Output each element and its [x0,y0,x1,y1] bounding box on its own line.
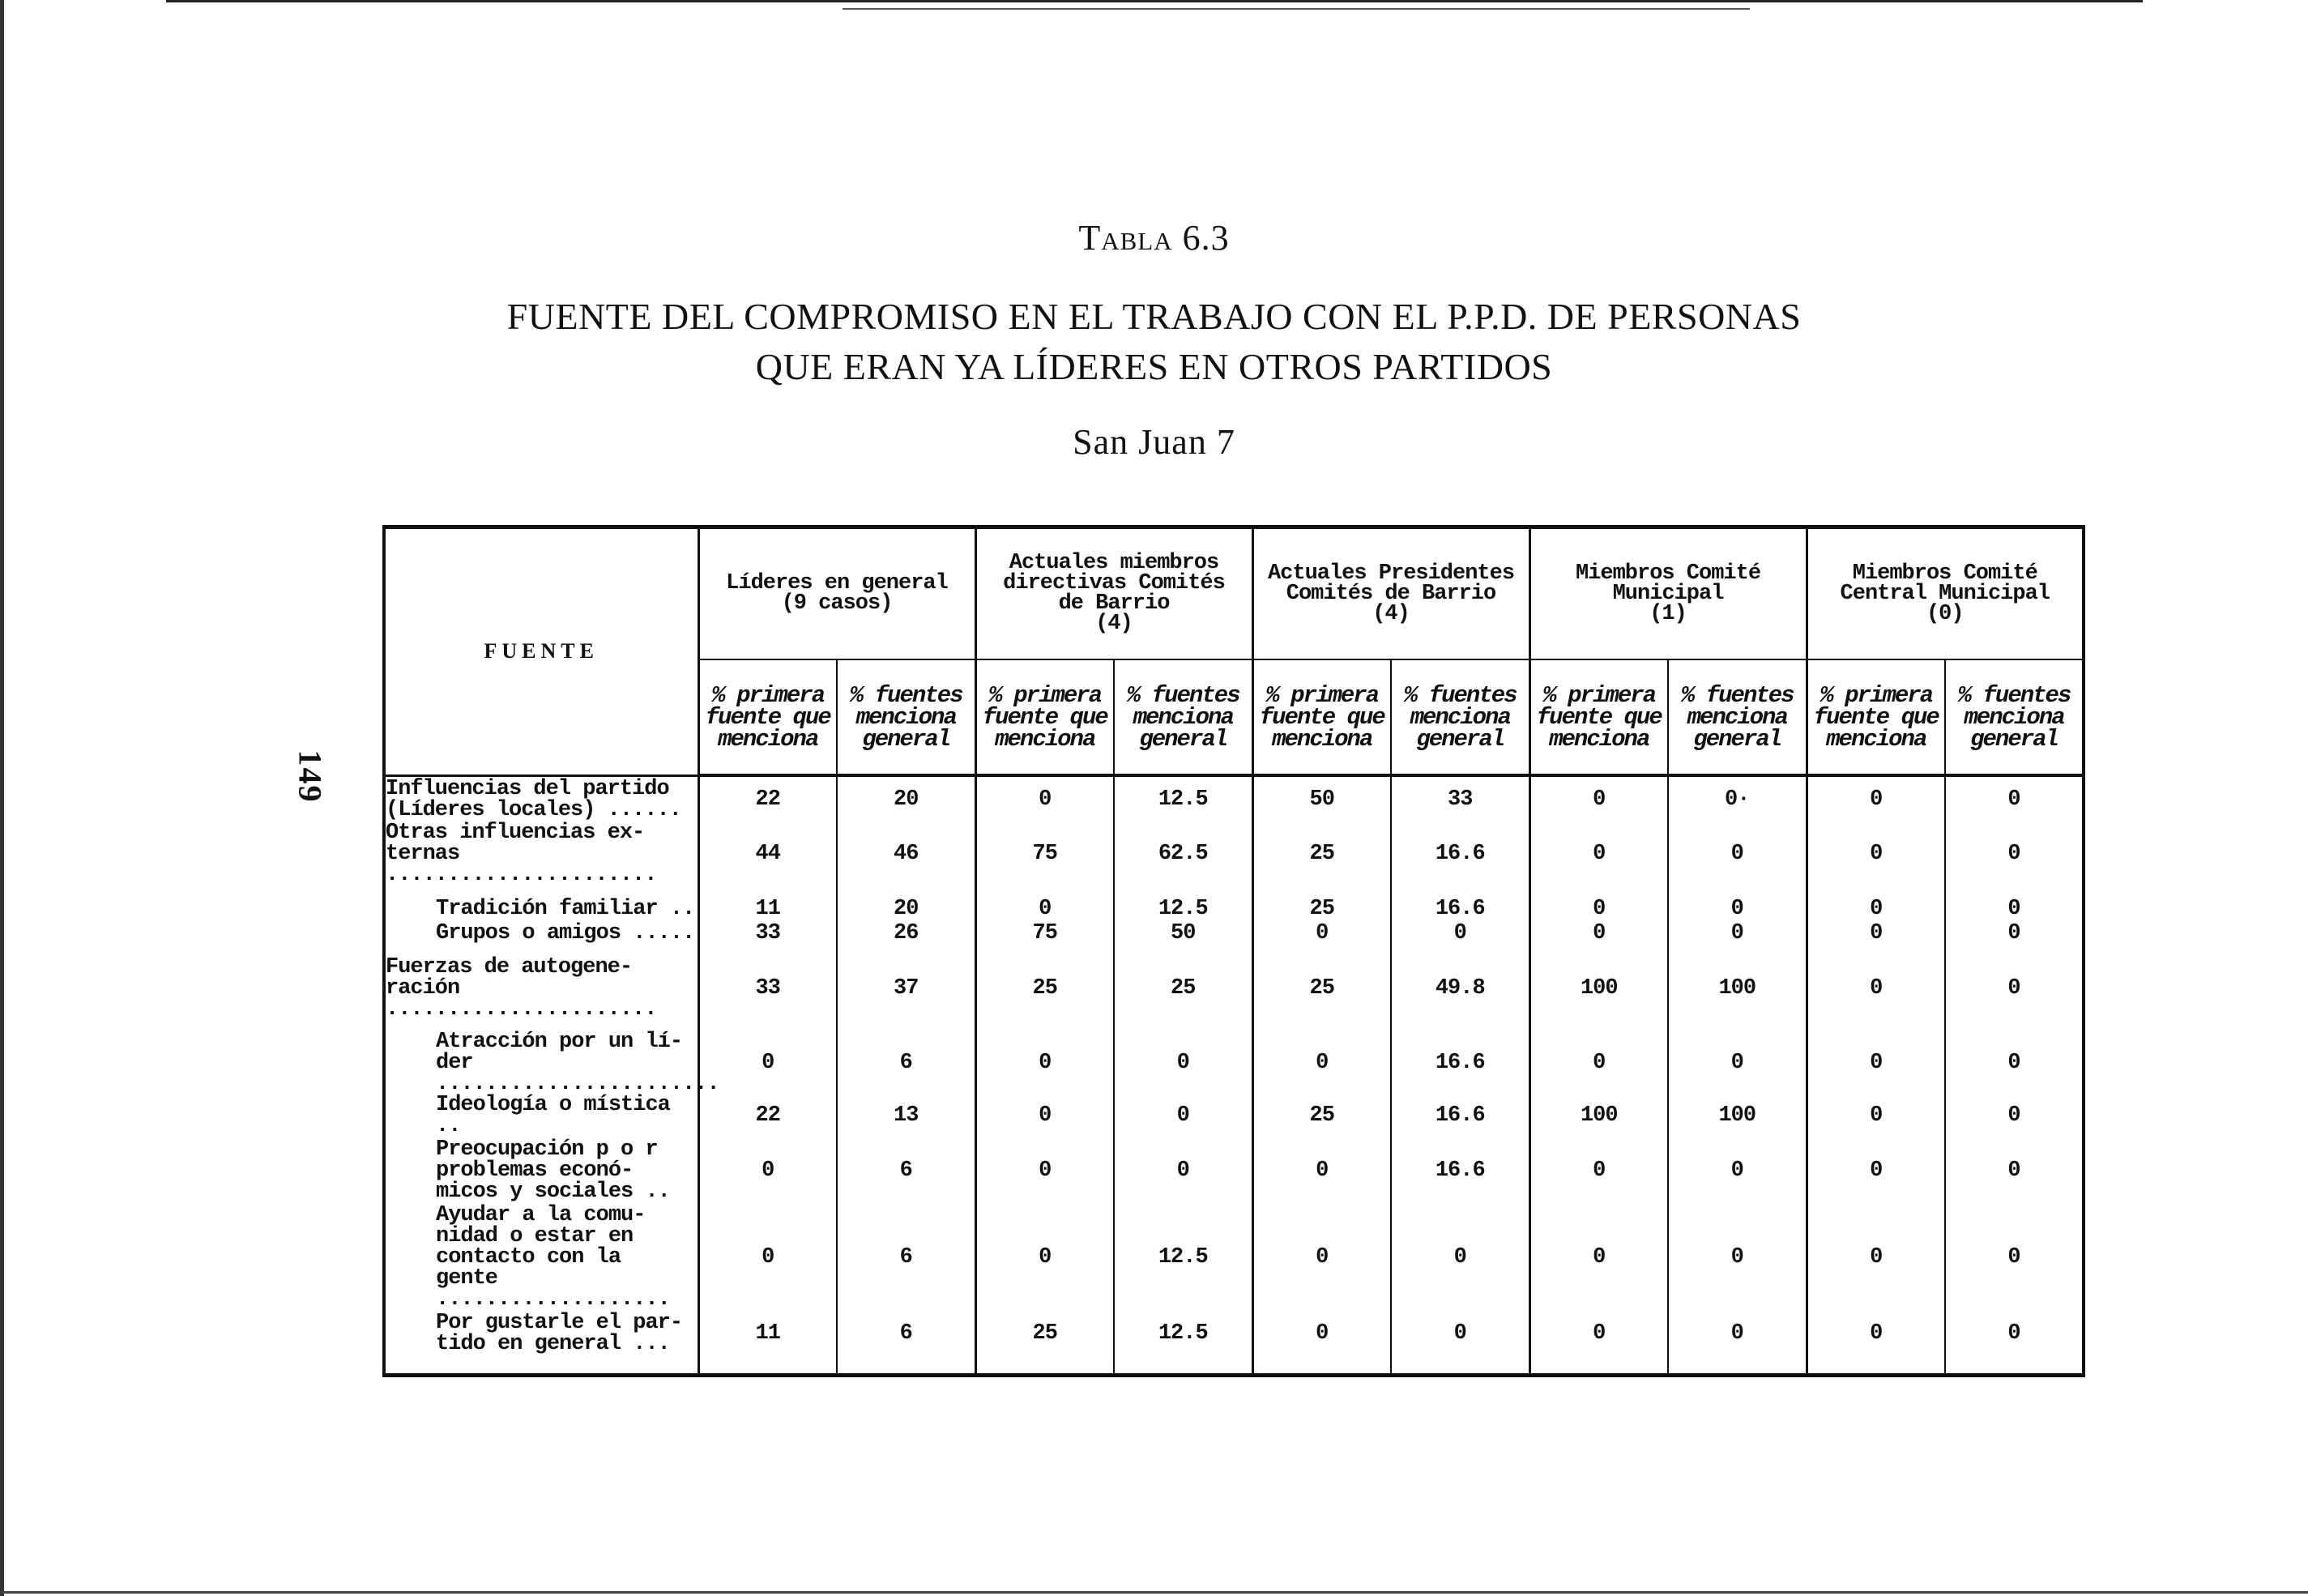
spacer-cell [1668,1357,1807,1376]
table-cell: 0 [1668,921,1807,945]
table-cell: 0 [1807,921,1945,945]
spacer-cell [1529,1357,1668,1376]
table-cell: 0 [1945,775,2084,822]
table-title [0,292,2308,392]
table-cell: 0 [975,897,1114,921]
table-cell: 33 [698,921,837,945]
table-cell: 25 [1252,1095,1391,1137]
table-title-line-1: FUENTE DEL COMPROMISO EN EL TRABAJO CON EL P.P.D. DE PERSONAS [506,296,1802,337]
table-cell: 0 [1529,897,1668,921]
table-cell: 0· [1668,775,1807,822]
group-header: Actuales miembros directivas Comités de Barrio (4) [975,527,1252,660]
table-cell: 12.5 [1114,1310,1252,1357]
table-cell: 0 [1945,1310,2084,1357]
table-title-line-2: QUE ERAN YA LÍDERES EN OTROS PARTIDOS [755,346,1553,387]
row-label: Por gustarle el par- tido en general ... [436,1311,683,1356]
table-cell: 33 [698,957,837,1020]
table-cell: 0 [1529,822,1668,885]
table-cell: 0 [1252,921,1391,945]
spacer-cell [698,885,837,897]
table-cell: 0 [975,775,1114,822]
sub-header-primera: % primera fuente que menciona [1529,659,1668,775]
spacer-cell [1252,1357,1391,1376]
table-row [384,957,2084,1020]
table-cell: 20 [837,897,975,921]
table-cell: 62.5 [1114,822,1252,885]
spacer-cell [1114,1020,1252,1031]
table-row [384,1310,2084,1357]
table-cell: 22 [698,775,837,822]
table-cell: 12.5 [1114,775,1252,822]
group-header: Líderes en general (9 casos) [698,527,975,660]
table-cell: 0 [1668,1310,1807,1357]
table-cell: 50 [1114,921,1252,945]
table-cell: 0 [1252,1031,1391,1095]
row-label: Grupos o amigos ..... [436,921,695,945]
row-label: Influencias del partido (Líderes locales) ...... [386,776,681,822]
group-header: Miembros Comité Central Municipal (0) [1807,527,2084,660]
page-number: 149 [292,749,329,804]
spacer-cell [975,885,1114,897]
spacer-cell [1114,945,1252,957]
spacer-cell [1391,1357,1529,1376]
table-cell: 25 [1252,957,1391,1020]
table-cell: 25 [1114,957,1252,1020]
table-label: Tabla 6.3 [1078,218,1230,258]
table-cell: 0 [1945,1137,2084,1205]
table-cell: 0 [975,1031,1114,1095]
spacer-cell [698,1357,837,1376]
spacer-cell [1529,885,1668,897]
table-cell: 0 [1807,775,1945,822]
sub-header-general: % fuentes menciona general [1668,659,1807,775]
spacer-cell [1114,885,1252,897]
table-cell: 0 [1807,1310,1945,1357]
table-cell: 25 [1252,822,1391,885]
row-label: Atracción por un lí- der ....................... [436,1030,719,1096]
table-cell: 13 [837,1095,975,1137]
table-cell: 6 [837,1137,975,1205]
table-cell: 6 [837,1031,975,1095]
table-cell: 12.5 [1114,897,1252,921]
spacer-cell [1391,885,1529,897]
sub-header-primera: % primera fuente que menciona [1252,659,1391,775]
table-cell: 22 [698,1095,837,1137]
table-cell: 0 [1807,897,1945,921]
spacer-cell [1529,945,1668,957]
spacer-cell [975,1020,1114,1031]
row-label: Preocupación p o r problemas econó- micos y sociales .. [436,1137,670,1204]
table-cell: 0 [1807,1095,1945,1137]
table-cell: 0 [698,1137,837,1205]
table-cell: 16.6 [1391,1137,1529,1205]
spacer-cell [975,945,1114,957]
table-cell: 100 [1668,1095,1807,1137]
table-cell: 20 [837,775,975,822]
table-cell: 0 [1945,897,2084,921]
table-cell: 25 [975,957,1114,1020]
row-label: Tradición familiar .. [436,897,695,921]
spacer-cell [1391,1020,1529,1031]
table-row [384,921,2084,945]
table-cell: 0 [1252,1205,1391,1310]
table-cell: 0 [1807,1205,1945,1310]
spacer-cell [384,885,698,897]
table-cell: 0 [975,1095,1114,1137]
table-cell: 0 [1529,775,1668,822]
table-cell: 0 [698,1031,837,1095]
table-cell: 25 [975,1310,1114,1357]
spacer-cell [1945,945,2084,957]
spacer-cell [1114,1357,1252,1376]
table-cell: 0 [1252,1310,1391,1357]
row-spacer [384,945,2084,957]
table-cell: 100 [1529,1095,1668,1137]
table-cell: 44 [698,822,837,885]
table-cell: 46 [837,822,975,885]
table-cell: 0 [1945,1095,2084,1137]
table-cell: 0 [1945,957,2084,1020]
table-row [384,1205,2084,1310]
spacer-cell [837,945,975,957]
table-row [384,822,2084,885]
table-cell: 0 [1807,1031,1945,1095]
table-cell: 0 [1807,1137,1945,1205]
table-cell: 11 [698,897,837,921]
spacer-cell [1945,885,2084,897]
table-cell: 0 [1391,921,1529,945]
spacer-cell [384,1357,698,1376]
spacer-cell [1668,1020,1807,1031]
row-spacer [384,1357,2084,1376]
table-cell: 12.5 [1114,1205,1252,1310]
table-cell: 0 [1668,1137,1807,1205]
table-cell: 100 [1529,957,1668,1020]
spacer-cell [698,945,837,957]
table-cell: 0 [1529,921,1668,945]
table-cell: 100 [1668,957,1807,1020]
scan-edge-top [166,0,2143,2]
spacer-cell [1529,1020,1668,1031]
table-row [384,1095,2084,1137]
table-row [384,775,2084,822]
spacer-cell [1252,945,1391,957]
sub-header-primera: % primera fuente que menciona [698,659,837,775]
spacer-cell [975,1357,1114,1376]
table-cell: 0 [1668,897,1807,921]
table-cell: 0 [1945,921,2084,945]
sub-header-primera: % primera fuente que menciona [975,659,1114,775]
table-cell: 0 [1668,1205,1807,1310]
table-cell: 0 [1945,1205,2084,1310]
table-cell: 50 [1252,775,1391,822]
table-cell: 0 [1529,1031,1668,1095]
group-header: Actuales Presidentes Comités de Barrio (4) [1252,527,1529,660]
spacer-cell [1668,945,1807,957]
table-cell: 0 [1807,822,1945,885]
row-label: Ayudar a la comu- nidad o estar en contacto con la gente ................... [436,1203,670,1312]
table-cell: 0 [975,1205,1114,1310]
table-row [384,897,2084,921]
scan-edge-bottom [0,1591,2308,1594]
spacer-cell [1807,945,1945,957]
table-cell: 6 [837,1205,975,1310]
spacer-cell [837,1020,975,1031]
spacer-cell [837,1357,975,1376]
table-cell: 75 [975,822,1114,885]
fuente-header: FUENTE [384,527,698,776]
sub-header-general: % fuentes menciona general [1945,659,2084,775]
table-cell: 0 [1945,1031,2084,1095]
table-cell: 0 [1668,1031,1807,1095]
table-cell: 49.8 [1391,957,1529,1020]
table-cell: 0 [1529,1137,1668,1205]
spacer-cell [1668,885,1807,897]
table-row [384,1031,2084,1095]
table-cell: 16.6 [1391,1095,1529,1137]
row-label: Fuerzas de autogene- ración ...................... [386,955,657,1022]
table-body [384,775,2084,1376]
group-header: Miembros Comité Municipal (1) [1529,527,1807,660]
sub-header-general: % fuentes menciona general [1114,659,1252,775]
table-cell: 0 [1391,1310,1529,1357]
table-cell: 0 [698,1205,837,1310]
table-cell: 0 [1114,1137,1252,1205]
table-row [384,1137,2084,1205]
table-cell: 0 [1529,1310,1668,1357]
spacer-cell [1807,1020,1945,1031]
table-cell: 75 [975,921,1114,945]
table-cell: 0 [1807,957,1945,1020]
table-cell: 0 [1114,1095,1252,1137]
table-cell: 0 [975,1137,1114,1205]
spacer-cell [837,885,975,897]
spacer-cell [1391,945,1529,957]
table-cell: 11 [698,1310,837,1357]
table-cell: 26 [837,921,975,945]
spacer-cell [1945,1357,2084,1376]
table-cell: 25 [1252,897,1391,921]
table-cell: 0 [1391,1205,1529,1310]
table-cell: 33 [1391,775,1529,822]
spacer-cell [698,1020,837,1031]
table-cell: 37 [837,957,975,1020]
spacer-cell [1252,1020,1391,1031]
scan-edge-mark [843,8,1750,10]
sub-header-primera: % primera fuente que menciona [1807,659,1945,775]
spacer-cell [1252,885,1391,897]
table-cell: 0 [1668,822,1807,885]
spacer-cell [1945,1020,2084,1031]
row-label: Otras influencias ex- ternas ...................... [386,821,657,887]
table-cell: 16.6 [1391,822,1529,885]
spacer-cell [1807,885,1945,897]
sub-header-general: % fuentes menciona general [1391,659,1529,775]
table-cell: 16.6 [1391,897,1529,921]
row-label: Ideología o mística .. [436,1093,670,1138]
table-cell: 6 [837,1310,975,1357]
group-header-row [384,527,2084,660]
data-table [382,525,2085,1377]
sub-header-general: % fuentes menciona general [837,659,975,775]
table-cell: 0 [1529,1205,1668,1310]
row-spacer [384,885,2084,897]
spacer-cell [1807,1357,1945,1376]
table-cell: 0 [1114,1031,1252,1095]
data-table-container [382,525,2082,1377]
table-cell: 0 [1252,1137,1391,1205]
table-cell: 0 [1945,822,2084,885]
table-subtitle: San Juan 7 [1073,422,1235,462]
table-cell: 16.6 [1391,1031,1529,1095]
